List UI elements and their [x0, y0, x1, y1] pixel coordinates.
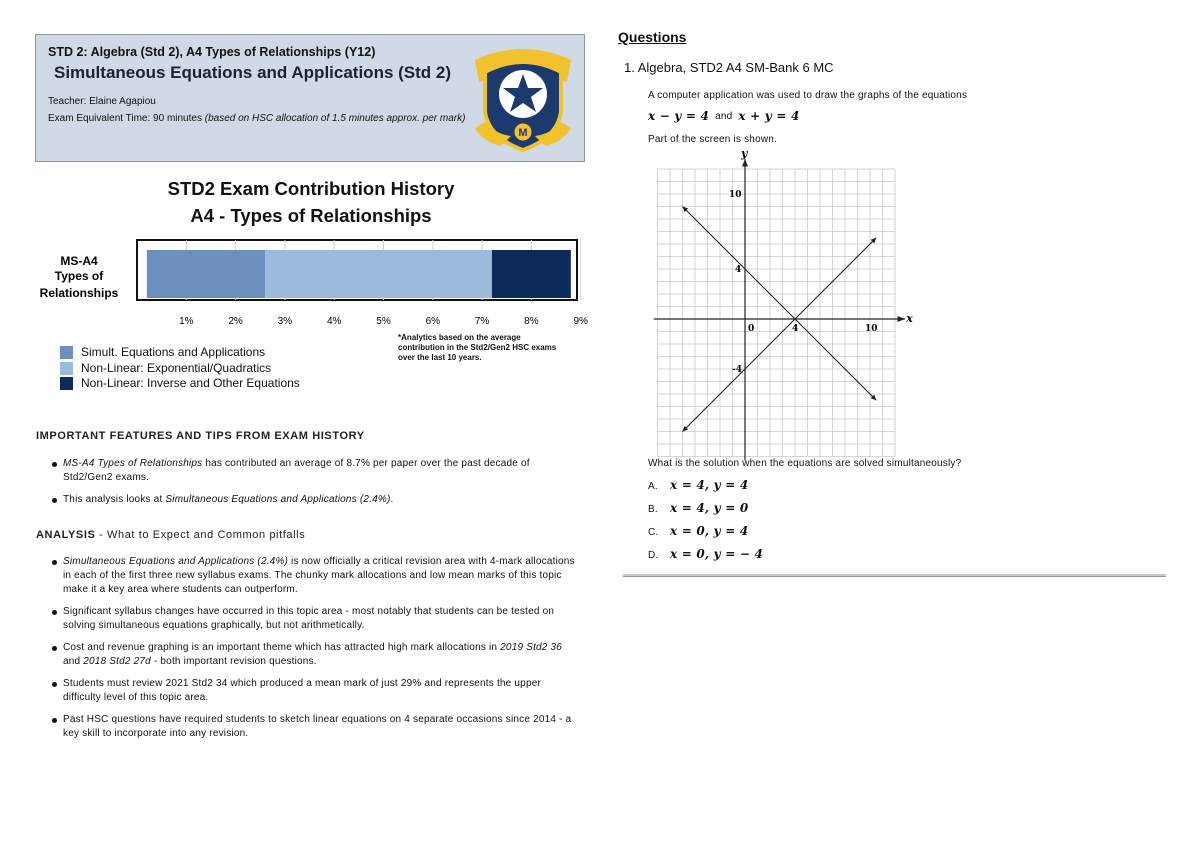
question-intro: A computer application was used to draw the graphs of the equations — [648, 90, 968, 101]
school-crest-logo — [471, 42, 575, 154]
x-tick-label: 4% — [326, 316, 342, 327]
x-tick-label: 5% — [376, 316, 391, 327]
list-item: MS-A4 Types of Relationships has contributed an average of 8.7% per paper over the past decade of Std2/Gen2 exams. — [36, 457, 581, 485]
legend-item-simult — [60, 345, 265, 359]
legend-swatch — [60, 346, 73, 359]
legend-item-exponential — [60, 361, 271, 375]
list-item: Students must review 2021 Std2 34 which produced a mean mark of just 29% and represents the upper difficulty level of this topic area. — [36, 677, 581, 705]
list-item: Simultaneous Equations and Applications (2.4%) is now officially a critical revision area with 4-mark allocations in each of the first three new syllabus exams. The chunky mark allocations and low mean marks of this topic make it a key area where students can outperform. — [36, 555, 581, 597]
exam-time-line — [48, 112, 468, 126]
bar-segment — [147, 250, 265, 298]
list-item: This analysis looks at Simultaneous Equations and Applications (2.4%). — [36, 493, 581, 507]
option-a[interactable]: A. x = 4, y = 4 — [648, 478, 749, 492]
bar-segment — [492, 250, 571, 298]
list-item: Past HSC questions have required students to sketch linear equations on 4 separate occasions since 2014 - a key skill to incorporate into any revision. — [36, 713, 581, 741]
y-axis-arrow — [742, 159, 748, 167]
contribution-bar-chart — [30, 236, 600, 332]
legend-label: Non-Linear: Exponential/Quadratics — [81, 361, 272, 375]
category-label-line-3: Relationships — [39, 286, 119, 300]
x-tick-label: 1% — [179, 316, 194, 327]
coordinate-graph — [672, 147, 913, 445]
legend-label: Simult. Equations and Applications — [81, 345, 266, 359]
features-list — [36, 457, 581, 507]
graph-axes — [654, 159, 905, 460]
graph-line — [683, 238, 877, 432]
y-tick-neg-4: -4 — [732, 365, 742, 375]
x-tick-label: 8% — [524, 316, 539, 327]
chart-title: STD2 Exam Contribution History — [167, 178, 455, 199]
course-title: STD 2: Algebra (Std 2), A4 Types of Relationships (Y12) — [48, 45, 376, 59]
y-tick-4: 4 — [735, 265, 742, 275]
bar-segment — [265, 250, 492, 298]
legend-label: Non-Linear: Inverse and Other Equations — [81, 376, 300, 390]
exam-time-label: Exam Equivalent Time: — [48, 113, 151, 124]
x-tick-label: 3% — [277, 316, 293, 327]
question-1-title: 1. Algebra, STD2 A4 SM-Bank 6 MC — [624, 60, 834, 75]
and-text: and — [715, 110, 733, 122]
list-item: Cost and revenue graphing is an important theme which has attracted high mark allocations in 2019 Std2 36 and 2018 Std2 27d - both important revision questions. — [36, 641, 581, 669]
x-axis-arrow — [898, 316, 906, 322]
teacher-line — [48, 96, 156, 107]
chart-subtitle: A4 - Types of Relationships — [190, 205, 432, 226]
y-tick-10: 10 — [729, 190, 742, 200]
option-b[interactable]: B. x = 4, y = 0 — [648, 501, 749, 515]
category-label-line-1: MS-A4 — [60, 254, 98, 268]
equation-1: x − y = 4 — [648, 109, 710, 123]
analysis-list — [36, 555, 581, 741]
x-tick-label: 9% — [573, 316, 588, 327]
graph-line — [683, 207, 877, 401]
header-box — [35, 34, 585, 162]
questions-heading: Questions — [618, 29, 687, 45]
y-axis-label: y — [741, 147, 748, 160]
part-shown-text: Part of the screen is shown. — [648, 134, 777, 145]
crest-letter: M — [518, 127, 528, 139]
x-tick-10: 10 — [865, 324, 878, 334]
legend-swatch — [60, 362, 73, 375]
legend-item-inverse — [60, 376, 300, 390]
question-prompt: What is the solution when the equations are solved simultaneously? — [648, 458, 962, 469]
equations-line — [648, 109, 800, 123]
topic-title: Simultaneous Equations and Applications (Std 2) — [54, 63, 452, 82]
teacher-label: Teacher: — [48, 96, 87, 107]
x-tick-label: 6% — [425, 316, 441, 327]
list-item: Significant syllabus changes have occurred in this topic area - most notably that students can be tested on solving simultaneous equations graphically, but not arithmetically. — [36, 605, 581, 633]
x-tick-label: 7% — [474, 316, 490, 327]
exam-time-note: (based on HSC allocation of 1.5 minutes approx. per mark) — [204, 113, 466, 124]
graph-grid — [658, 169, 896, 457]
origin-label: 0 — [748, 324, 755, 334]
features-heading: IMPORTANT FEATURES AND TIPS FROM EXAM HISTORY — [36, 430, 365, 442]
teacher-name: Elaine Agapiou — [89, 96, 156, 107]
option-d[interactable]: D. x = 0, y = − 4 — [648, 547, 764, 561]
exam-time-value: 90 minutes — [153, 113, 202, 124]
analysis-heading: ANALYSIS - What to Expect and Common pitfalls — [36, 529, 306, 541]
option-c[interactable]: C. x = 0, y = 4 — [648, 524, 749, 538]
section-divider — [623, 574, 1166, 577]
x-tick-4: 4 — [792, 324, 799, 334]
equation-2: x + y = 4 — [738, 109, 800, 123]
x-tick-label: 2% — [228, 316, 243, 327]
chart-footnote: *Analytics based on the average contribution in the Std2/Gen2 HSC exams over the last 10 years. — [398, 333, 557, 362]
legend-swatch — [60, 377, 73, 390]
x-axis-label: x — [906, 312, 913, 325]
category-label-line-2: Types of — [54, 269, 104, 283]
